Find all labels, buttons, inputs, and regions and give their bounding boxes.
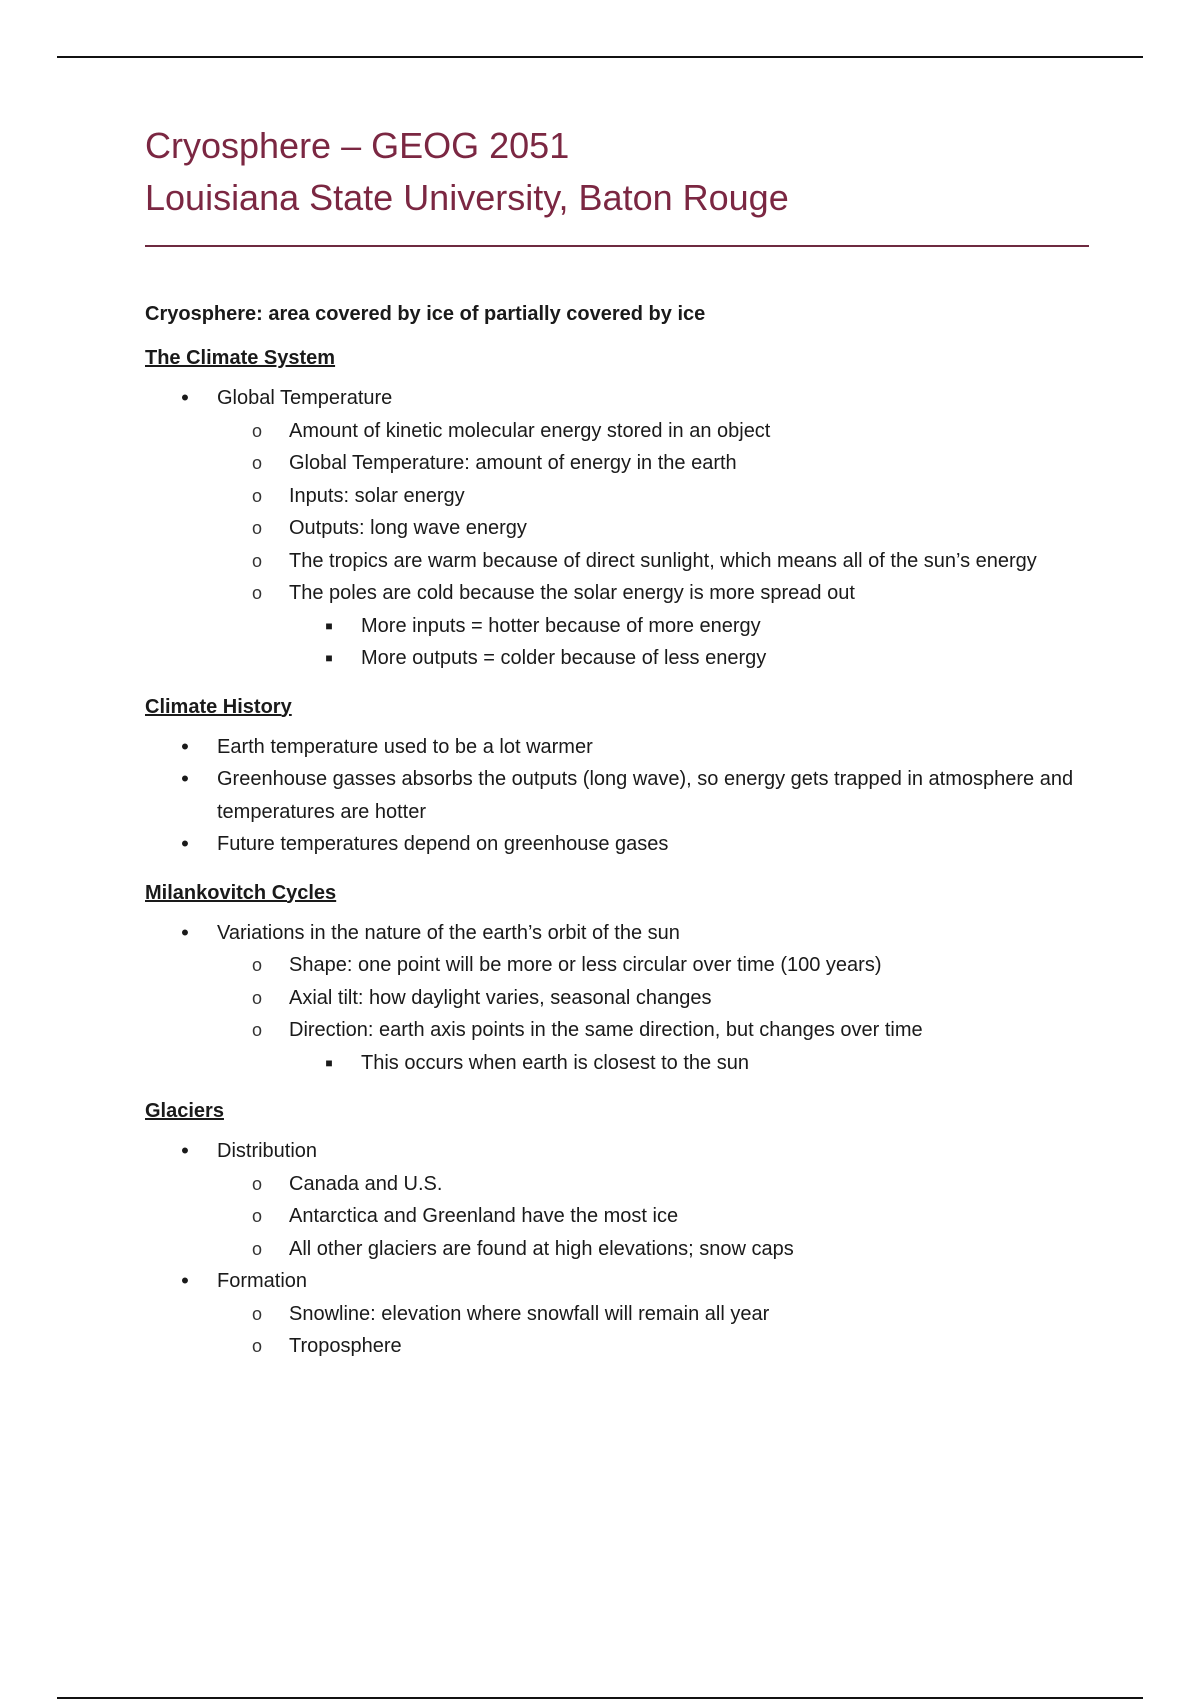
circle-bullet-icon: o xyxy=(251,1303,262,1324)
document-page xyxy=(145,120,1090,1363)
square-bullet-icon: ■ xyxy=(325,618,333,633)
sub-sub-list-item: ■ More outputs = colder because of less energy xyxy=(289,642,1090,675)
sub-list-item: o Axial tilt: how daylight varies, seasonal changes xyxy=(217,982,1090,1015)
milankovitch-list xyxy=(145,917,1090,1080)
sub-sub-list-item: ■ More inputs = hotter because of more energy xyxy=(289,610,1090,643)
circle-bullet-icon: o xyxy=(251,453,262,473)
circle-bullet-icon: o xyxy=(251,1173,262,1194)
circle-bullet-icon: o xyxy=(251,518,262,538)
circle-bullet-icon: o xyxy=(251,1206,262,1226)
bullet-icon: • xyxy=(181,733,189,759)
sub-list xyxy=(217,1168,1090,1266)
list-item: • Global Temperature o Amount of kinetic molecular energy stored in an object o Global Temperature: amount of energy in the earth o Inputs: solar energy o Outputs: long wave energy o The tropics are warm because of direct sunlight, which means all of the sun’s energy o The poles are cold because the solar energy is more spread out ■ More inputs = hotter because of more energy ■ More outputs = colder because of less energy xyxy=(145,382,1090,675)
sub-list-item: o Troposphere xyxy=(217,1330,1090,1363)
sub-list xyxy=(217,1298,1090,1363)
circle-bullet-icon: o xyxy=(251,550,262,571)
section-heading-glaciers: Glaciers xyxy=(145,1100,224,1122)
sub-list-item: o Outputs: long wave energy xyxy=(217,512,1090,545)
sub-list-item: o Amount of kinetic molecular energy stored in an object xyxy=(217,415,1090,448)
bullet-icon: • xyxy=(181,831,189,856)
sub-list-item: o Canada and U.S. xyxy=(217,1168,1090,1201)
list-item: • Variations in the nature of the earth’s orbit of the sun o Shape: one point will be more or less circular over time (100 years) o Axial tilt: how daylight varies, seasonal changes o Direction: earth axis points in the same direction, but changes over time ■ This occurs when earth is closest to the sun xyxy=(145,917,1090,1080)
glaciers-list xyxy=(145,1135,1090,1363)
bullet-icon: • xyxy=(181,385,189,410)
sub-list-item: o All other glaciers are found at high elevations; snow caps xyxy=(217,1233,1090,1266)
sub-list-item: o Antarctica and Greenland have the most ice xyxy=(217,1200,1090,1233)
list-item: • Formation o Snowline: elevation where snowfall will remain all year o Troposphere xyxy=(145,1265,1090,1363)
section-heading-climate-history: Climate History xyxy=(145,695,292,718)
bullet-icon: • xyxy=(181,1138,189,1163)
circle-bullet-icon: o xyxy=(251,1020,262,1040)
circle-bullet-icon: o xyxy=(251,583,262,603)
intro-definition: Cryosphere: area covered by ice of partially covered by ice xyxy=(145,303,706,325)
circle-bullet-icon: o xyxy=(251,1336,262,1356)
list-item: • Future temperatures depend on greenhouse gases xyxy=(145,828,1090,861)
sub-list-item: o The tropics are warm because of direct sunlight, which means all of the sun’s energy xyxy=(217,545,1090,578)
circle-bullet-icon: o xyxy=(251,987,262,1008)
page-top-rule xyxy=(57,56,1143,58)
sub-sub-list xyxy=(289,610,1090,675)
square-bullet-icon: ■ xyxy=(325,1055,333,1070)
list-item: • Distribution o Canada and U.S. o Antarctica and Greenland have the most ice o All other glaciers are found at high elevations; snow caps xyxy=(145,1135,1090,1265)
sub-list xyxy=(217,415,1090,675)
sub-list-item: o Snowline: elevation where snowfall will remain all year xyxy=(217,1298,1090,1331)
bullet-icon: • xyxy=(181,766,189,791)
document-subtitle: Louisiana State University, Baton Rouge xyxy=(145,177,789,218)
sub-list-item: o The poles are cold because the solar energy is more spread out ■ More inputs = hotter because of more energy ■ More outputs = colder because of less energy xyxy=(217,577,1090,675)
climate-history-list xyxy=(145,731,1090,861)
section-heading-climate-system: The Climate System xyxy=(145,347,336,369)
page-bottom-rule xyxy=(57,1697,1143,1699)
sub-list-item: o Direction: earth axis points in the same direction, but changes over time ■ This occurs when earth is closest to the sun xyxy=(217,1014,1090,1079)
bullet-icon: • xyxy=(181,919,189,945)
sub-sub-list xyxy=(289,1047,1090,1080)
sub-sub-list-item: ■ This occurs when earth is closest to the sun xyxy=(289,1047,1090,1080)
title-divider xyxy=(145,245,1089,247)
bullet-icon: • xyxy=(181,1268,189,1293)
sub-list-item: o Inputs: solar energy xyxy=(217,480,1090,513)
list-item: • Earth temperature used to be a lot warmer xyxy=(145,731,1090,764)
sub-list xyxy=(217,949,1090,1079)
sub-list-item: o Shape: one point will be more or less circular over time (100 years) xyxy=(217,949,1090,982)
circle-bullet-icon: o xyxy=(251,420,262,441)
circle-bullet-icon: o xyxy=(251,1238,262,1259)
sub-list-item: o Global Temperature: amount of energy in the earth xyxy=(217,447,1090,480)
circle-bullet-icon: o xyxy=(251,955,262,975)
square-bullet-icon: ■ xyxy=(325,651,333,665)
section-heading-milankovitch-cycles: Milankovitch Cycles xyxy=(145,881,337,904)
document-title: Cryosphere – GEOG 2051 xyxy=(145,125,570,166)
climate-system-list xyxy=(145,382,1090,675)
circle-bullet-icon: o xyxy=(251,485,262,506)
list-item: • Greenhouse gasses absorbs the outputs (long wave), so energy gets trapped in atmosphere and temperatures are hotter xyxy=(145,763,1090,828)
